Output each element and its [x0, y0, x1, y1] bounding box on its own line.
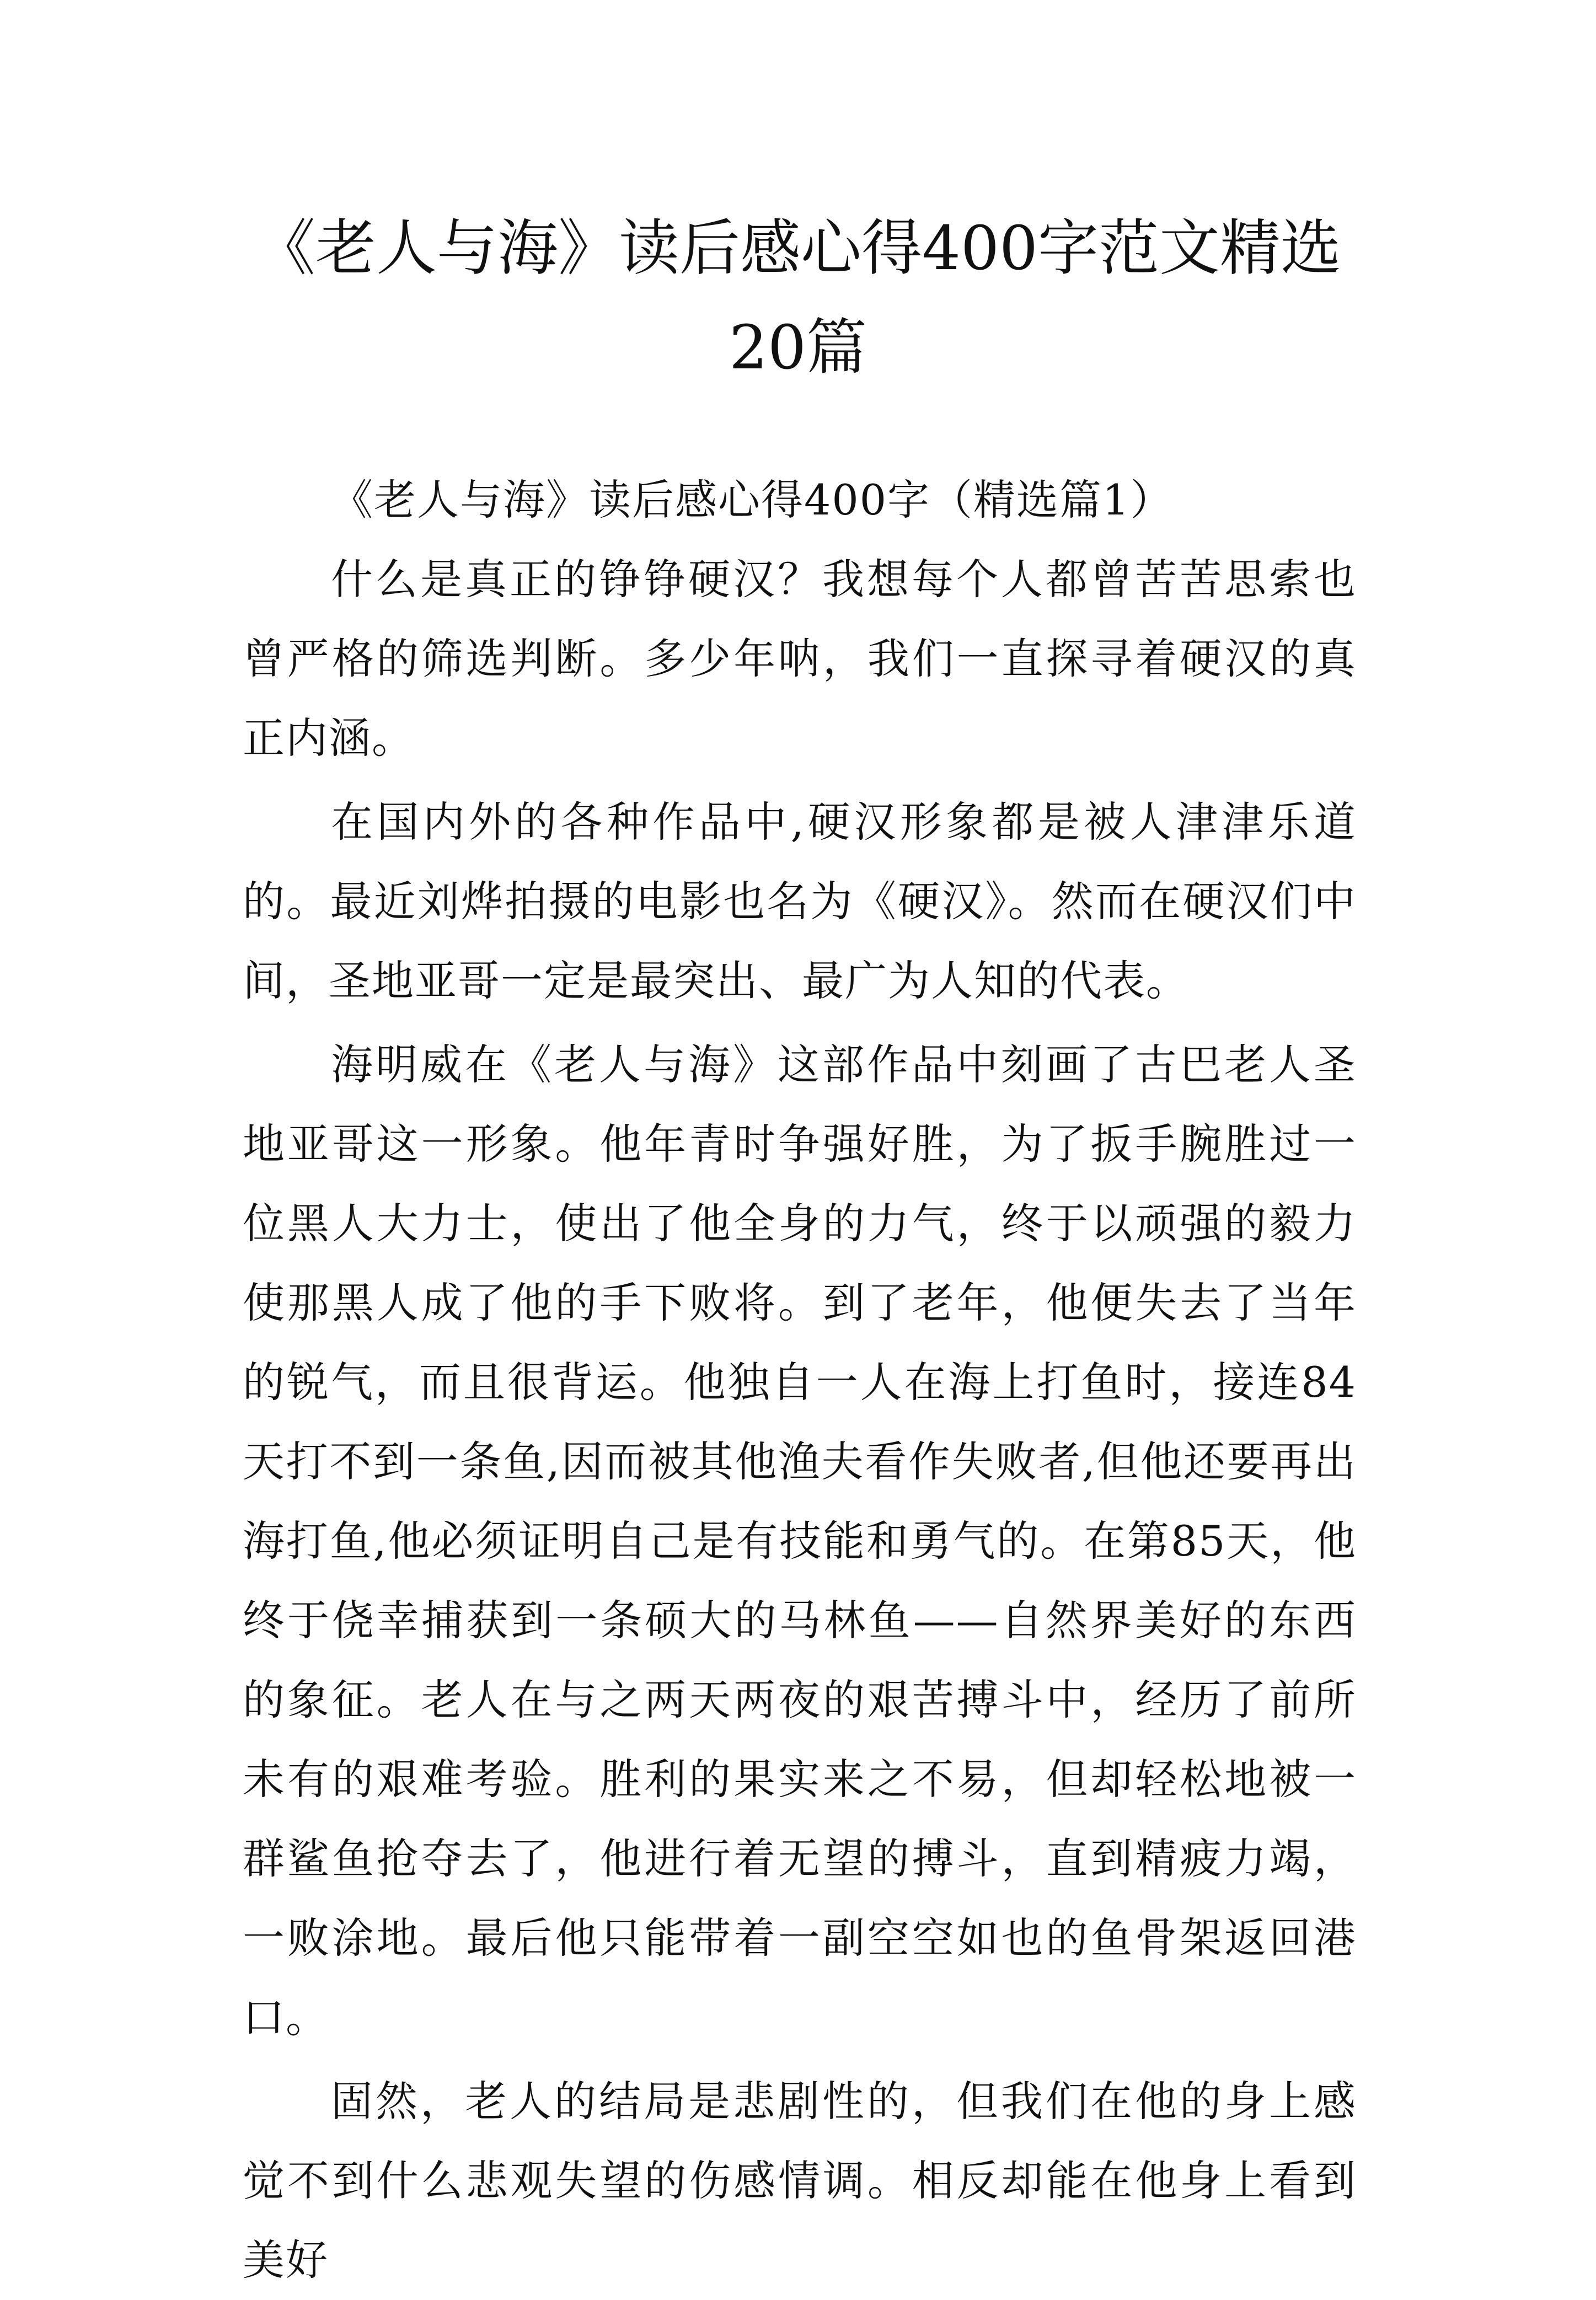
paragraph: 固然，老人的结局是悲剧性的，但我们在他的身上感觉不到什么悲观失望的伤感情调。相反却能在他身上看到美好: [243, 2077, 1357, 2285]
paragraph: 在国内外的各种作品中,硬汉形象都是被人津津乐道的。最近刘烨拍摄的电影也名为《硬汉》。然而在硬汉们中间，圣地亚哥一定是最突出、最广为人知的代表。: [243, 797, 1357, 1005]
section-heading: 《老人与海》读后感心得400字（精选篇1）: [331, 475, 1174, 524]
paragraph: 海明威在《老人与海》这部作品中刻画了古巴老人圣地亚哥这一形象。他年青时争强好胜，为了扳手腕胜过一位黑人大力士，使出了他全身的力气，终于以顽强的毅力使那黑人成了他的手下败将。到了老年，他便失去了当年的锐气，而且很背运。他独自一人在海上打鱼时，接连84天打不到一条鱼,因而被其他渔夫看作失败者,但他还要再出海打鱼,他必须证明自己是有技能和勇气的。在第85天，他终于侥幸捕获到一条硕大的马林鱼——自然界美好的东西的象征。老人在与之两天两夜的艰苦搏斗中，经历了前所未有的艰难考验。胜利的果实来之不易，但却轻松地被一群鲨鱼抢夺去了，他进行着无望的搏斗，直到精疲力竭，一败涂地。最后他只能带着一副空空如也的鱼骨架返回港口。: [243, 1040, 1357, 2042]
paragraph: 什么是真正的铮铮硬汉？我想每个人都曾苦苦思索也曾严格的筛选判断。多少年呐，我们一直探寻着硬汉的真正内涵。: [243, 555, 1357, 763]
document-body: [243, 460, 1357, 2300]
document-title: 《老人与海》读后感心得400字范文精选20篇: [255, 213, 1341, 383]
